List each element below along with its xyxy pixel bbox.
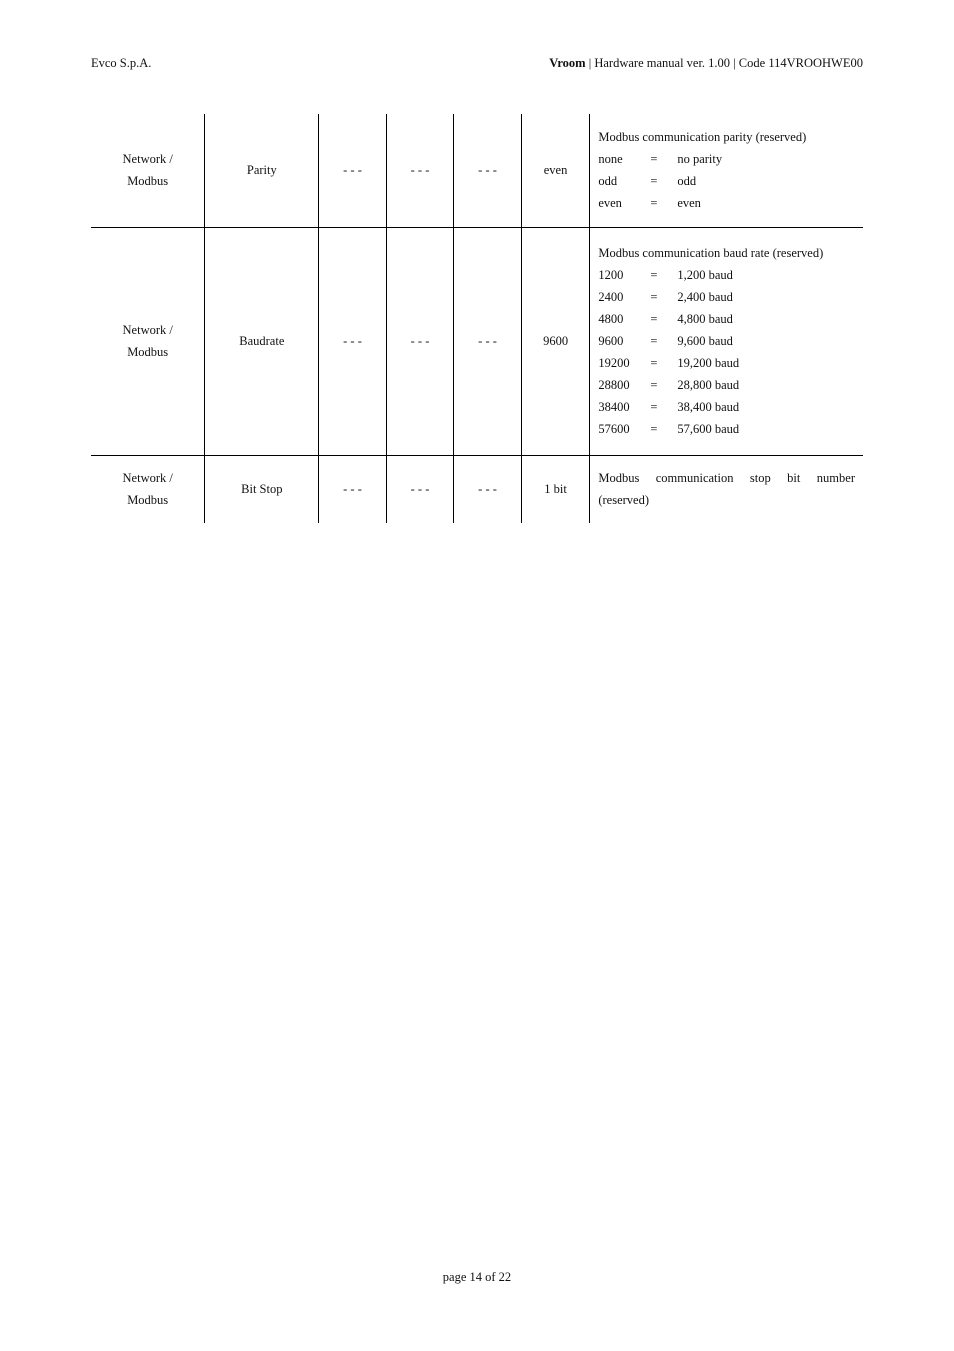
- description-title: Modbus communication parity (reserved): [598, 130, 807, 145]
- param-label: Bit Stop: [205, 455, 319, 523]
- option-item: 38400 = 38,400 baud: [598, 400, 740, 414]
- option-item: 28800 = 28,800 baud: [598, 378, 740, 392]
- param-max: - - -: [386, 455, 454, 523]
- param-unit: - - -: [454, 114, 522, 227]
- param-label: Parity: [205, 114, 319, 227]
- description-title: Modbus communication baud rate (reserved): [598, 246, 824, 260]
- option-item: 19200 = 19,200 baud: [598, 356, 740, 370]
- table-row: [91, 114, 863, 227]
- header-manual-info: | Hardware manual ver. 1.00 | Code 114VROOHWE00: [585, 56, 863, 70]
- param-max: - - -: [386, 114, 454, 227]
- param-group: Network / Modbus: [91, 114, 205, 227]
- param-min: - - -: [319, 455, 387, 523]
- param-description: [590, 114, 863, 227]
- param-min: - - -: [319, 227, 387, 455]
- header-company: Evco S.p.A.: [91, 56, 152, 70]
- param-default: 9600: [521, 227, 590, 455]
- option-item: none = no parity: [598, 152, 723, 167]
- option-item: even = even: [598, 196, 701, 211]
- param-min: - - -: [319, 114, 387, 227]
- header-doc-info: [549, 56, 863, 71]
- option-item: odd = odd: [598, 174, 697, 189]
- table-row: [91, 455, 863, 523]
- param-default: even: [521, 114, 590, 227]
- param-unit: - - -: [454, 227, 522, 455]
- param-default: 1 bit: [521, 455, 590, 523]
- option-item: 57600 = 57,600 baud: [598, 422, 740, 436]
- param-unit: - - -: [454, 455, 522, 523]
- table-row: [91, 227, 863, 455]
- param-label: Baudrate: [205, 227, 319, 455]
- param-group: Network / Modbus: [91, 227, 205, 455]
- option-item: 1200 = 1,200 baud: [598, 268, 733, 282]
- description-title: Modbus communication stop bit number: [598, 471, 855, 486]
- option-item: 9600 = 9,600 baud: [598, 334, 733, 348]
- option-item: 4800 = 4,800 baud: [598, 312, 733, 326]
- param-max: - - -: [386, 227, 454, 455]
- param-description: [590, 455, 863, 523]
- page-number: page 14 of 22: [442, 1270, 512, 1284]
- header-product: Vroom: [549, 56, 586, 70]
- description-note: (reserved): [598, 493, 649, 508]
- parameters-table: [91, 114, 863, 523]
- param-description: [590, 227, 863, 455]
- option-item: 2400 = 2,400 baud: [598, 290, 733, 304]
- param-group: Network / Modbus: [122, 471, 173, 508]
